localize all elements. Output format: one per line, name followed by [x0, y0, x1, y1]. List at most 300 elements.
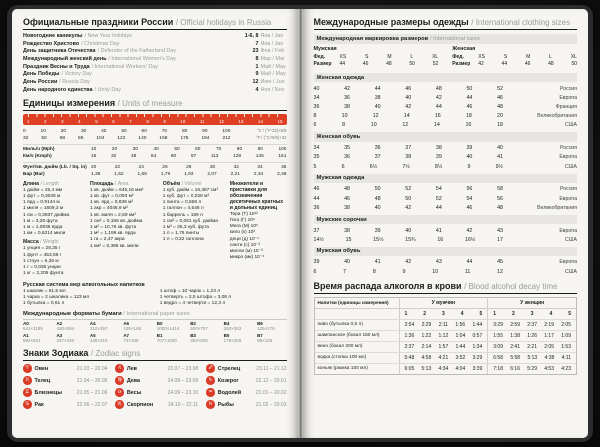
value-item: 12	[372, 113, 379, 120]
men-shoes-rows	[314, 259, 578, 274]
value-item: 1,65	[137, 171, 147, 177]
value-item: 1:34	[472, 343, 483, 350]
value-item: 3:29	[472, 354, 483, 361]
value-item: 12	[402, 122, 409, 129]
size-values	[314, 164, 520, 170]
value-item: 14	[403, 113, 410, 120]
holiday-name: День народного единства	[23, 86, 93, 93]
value-item: 1:38	[510, 332, 520, 339]
value-item: 2	[44, 118, 47, 124]
conversion-line: 1 л = 1,76 пинты	[162, 231, 200, 237]
prefix-line: кило (к) 10³	[229, 230, 255, 236]
marking-row-label: Фед.	[313, 53, 326, 60]
zodiac-sign-icon: ♒	[206, 388, 215, 397]
size-values	[314, 205, 520, 211]
marking-row-values	[340, 61, 439, 67]
value-item: 2:14	[421, 343, 432, 350]
value-item: 212	[222, 136, 231, 142]
value-item: 10	[370, 122, 377, 129]
value-item: 6:05	[404, 365, 415, 372]
volume-title-ru: Объём	[162, 180, 181, 187]
value-item: 42	[405, 104, 412, 111]
value-item: 6	[313, 122, 317, 129]
value-item: 43	[497, 227, 503, 234]
value-item: 50	[174, 147, 180, 153]
value-item: 2:37	[527, 321, 537, 328]
value-item: 48	[497, 104, 503, 111]
value-item: 39	[313, 259, 320, 266]
zodiac-sign-icon: ♌	[115, 364, 124, 373]
value-item: 3	[441, 310, 445, 317]
value-item: 20	[91, 165, 97, 170]
conversion-line: 1 кв. ярд = 0,836 м²	[90, 200, 133, 206]
value-item: 8	[146, 118, 149, 124]
value-item: M	[387, 53, 392, 60]
prefix-line: микро (мк) 10⁻⁶	[229, 255, 265, 261]
value-item: 50	[405, 195, 412, 202]
value-item: 46	[405, 85, 412, 92]
alcohol-women-values	[487, 364, 576, 374]
value-item: 44	[435, 204, 442, 211]
left-page	[12, 9, 298, 438]
size-country: Великобритания	[537, 204, 577, 211]
conversion-line: 1 фут = 0,3048 м	[23, 193, 61, 199]
zodiac-sign-icon: ♓	[206, 400, 215, 409]
alcohol-women-subcols	[487, 309, 576, 319]
holiday-day: 12	[252, 79, 259, 86]
area-heading	[90, 181, 155, 187]
paper-format-name: B5	[223, 333, 230, 339]
holiday-month: Янв / Jan	[260, 40, 284, 47]
value-item: 48	[548, 61, 554, 68]
alcohol-title-ru: Время распада алкоголя в крови	[313, 280, 462, 291]
value-item: 34	[313, 94, 320, 101]
women-clothing-title: Женская одежда	[316, 74, 365, 81]
marking-header-ru: Международная маркировка размеров	[316, 35, 429, 42]
zodiac-name: Стрелец	[217, 365, 241, 372]
holiday-month: Май / May	[260, 63, 286, 70]
holiday-name: Праздник Весны и Труда	[23, 63, 90, 70]
holiday-row	[23, 33, 287, 39]
holiday-name-en: / Christmas Day	[81, 40, 120, 47]
value-item: 11	[199, 118, 205, 124]
value-item: 122	[117, 136, 126, 142]
holiday-name-en: / New Year holidays	[84, 33, 132, 39]
holiday-name-en: / Unity Day	[94, 86, 121, 93]
men-shirts-title: Мужские сорочки	[316, 216, 367, 223]
alcohol-women-values	[487, 320, 576, 330]
value-item: 20	[497, 113, 503, 120]
zodiac-dates: 21.01 – 20.02	[255, 389, 287, 396]
value-item: 16½	[465, 236, 476, 243]
value-item: 6	[341, 163, 345, 170]
zodiac-name: Овен	[34, 365, 49, 372]
conversion-line: 1 баррель = 159 л	[162, 212, 203, 218]
value-item: 3	[61, 118, 64, 124]
value-item: 80	[236, 147, 243, 153]
zodiac-name: Рыбы	[217, 401, 234, 408]
paper-format-size: 1000×1414	[156, 326, 180, 332]
value-item: 14	[433, 122, 440, 129]
value-item: S	[365, 53, 369, 60]
size-country: Великобритания	[537, 113, 577, 120]
holiday-month: Фев / Feb	[260, 48, 285, 55]
zodiac-dates: 24.09 – 23.10	[167, 389, 199, 396]
mph-values	[91, 147, 287, 152]
women-shoes-rows	[314, 145, 578, 169]
value-item: 16	[465, 122, 472, 129]
value-item: 6	[313, 268, 317, 275]
value-item: 46	[497, 94, 503, 101]
women-shoes-band	[314, 132, 578, 142]
alcohol-title	[314, 281, 578, 294]
value-item: 5:13	[421, 365, 432, 372]
value-item: 7½	[402, 163, 410, 170]
zodiac-item	[115, 388, 198, 397]
paper-format-name: B1	[156, 333, 163, 339]
paper-format-name: A3	[56, 333, 63, 339]
value-item: 48	[386, 61, 392, 68]
value-item: XL	[570, 53, 577, 60]
value-item: 129	[233, 154, 242, 159]
paper-size-cell	[123, 321, 152, 331]
marking-row	[452, 61, 577, 67]
value-item: 2:21	[527, 343, 537, 350]
kmph-values	[91, 154, 287, 159]
value-item: 2:29	[421, 321, 432, 328]
value-item: 40	[313, 85, 320, 92]
zodiac-name: Водолей	[217, 389, 242, 396]
psi-values	[91, 165, 287, 170]
zodiac-dates: 23.07 – 23.08	[167, 365, 199, 372]
kmph-row	[23, 154, 287, 159]
value-item: 2,07	[207, 171, 217, 177]
value-item: 48	[344, 186, 350, 193]
zodiac-item	[206, 388, 286, 397]
size-values	[314, 259, 520, 265]
value-item: 20	[111, 147, 118, 153]
value-item: 36	[313, 104, 320, 111]
value-item: 3:39	[472, 365, 483, 372]
value-item: 40	[466, 154, 473, 161]
mph-label: Миль/ч (Mph)	[23, 147, 55, 153]
size-country: Европа	[559, 154, 577, 161]
volume-title-en: / Volume	[181, 180, 202, 187]
holiday-row	[23, 79, 287, 85]
paper-format-size: 297×420	[56, 338, 75, 344]
value-item: 1:53	[561, 343, 571, 350]
zodiac-name: Скорпион	[126, 401, 154, 408]
marking-header	[314, 34, 578, 44]
value-item: 8	[342, 122, 346, 129]
marking-men-group	[314, 46, 439, 69]
zodiac-dates: 24.10 – 22.11	[167, 401, 199, 408]
conversion-line: 1 см³ = 0,061 куб. дюйма	[162, 218, 218, 224]
value-item: 9	[163, 118, 166, 124]
value-item: 15	[277, 118, 283, 124]
value-item: 10	[180, 118, 186, 124]
holiday-month: Мар / Mar	[260, 56, 285, 63]
alcohol-men-values	[399, 353, 488, 363]
holiday-name-en: / Russia Day	[59, 79, 90, 86]
size-values	[314, 196, 520, 202]
marking-row-label: Фед.	[452, 53, 464, 60]
holiday-name: День Победы	[23, 71, 60, 78]
paper-format-name: A5	[89, 333, 96, 339]
paper-format-name: A4	[89, 321, 96, 327]
zodiac-name: Телец	[34, 377, 51, 384]
value-item: 52	[405, 186, 412, 193]
value-item: 60	[141, 128, 147, 134]
holiday-month: Июн / Jun	[260, 79, 285, 86]
celsius-formula: °C / (°F-32)×5/9	[256, 127, 287, 133]
size-country: США	[565, 268, 577, 275]
alcohol-subheader-row	[315, 308, 577, 319]
value-item: 36	[374, 145, 381, 152]
holiday-month: Янв / Jan	[260, 33, 284, 39]
zodiac-item	[206, 376, 286, 385]
area-column	[90, 179, 155, 278]
fahrenheit-values	[23, 136, 231, 141]
value-item: 30	[132, 147, 138, 153]
holiday-day: 8	[255, 56, 259, 63]
paper-format-size: 125×176	[257, 326, 275, 332]
value-item: 80	[181, 128, 188, 134]
size-row	[314, 186, 578, 192]
conversion-line: 1 унция = 28,35 г	[23, 246, 61, 252]
alcohol-drink-label: вино (бокал 200 мл)	[317, 343, 363, 349]
value-item: 50	[466, 85, 473, 92]
zodiac-dates: 21.03 – 20.04	[76, 365, 108, 372]
alcohol-row	[315, 352, 577, 363]
value-item: 5:58	[510, 354, 521, 361]
value-item: 194	[201, 136, 210, 142]
value-item: 46	[313, 186, 320, 193]
value-item: 38	[405, 154, 412, 161]
alcohol-women-values	[487, 342, 576, 352]
size-values	[314, 186, 520, 192]
holiday-row	[23, 56, 287, 62]
zodiac-dates: 23.11 – 21.12	[256, 365, 287, 372]
conversion-line: 1 га = 2,47 акра	[90, 237, 125, 243]
value-item: 6	[112, 118, 115, 124]
alcohol-men-header: У мужчин	[399, 298, 488, 308]
zodiac-sign-icon: ♉	[23, 376, 32, 385]
men-shoes-band	[314, 247, 578, 257]
value-item: 1:12	[438, 332, 449, 339]
value-item: 5:29	[527, 365, 537, 372]
marking-row-label: Размер	[313, 61, 332, 68]
holiday-name-en: / International Women's Day	[108, 56, 176, 63]
value-item: 35	[344, 145, 350, 152]
value-item: 30	[209, 165, 216, 170]
value-item: 100	[278, 147, 287, 153]
value-item: 41	[435, 227, 442, 234]
paper-format-size: 74×105	[123, 338, 139, 344]
bar-row	[23, 172, 287, 177]
units-title-ru: Единицы измерения	[23, 97, 116, 108]
size-values	[314, 228, 520, 234]
paper-title-en: / International paper sizes	[123, 311, 190, 318]
size-country: Россия	[559, 85, 577, 92]
alcohol-row	[315, 341, 577, 352]
value-item: 90	[257, 147, 263, 153]
value-item: 40	[344, 259, 350, 266]
size-values	[314, 154, 520, 160]
paper-size-cell	[157, 333, 186, 343]
value-item: 44	[435, 104, 442, 111]
value-item: 2,48	[277, 171, 287, 177]
holiday-row	[23, 41, 287, 47]
paper-format-size: 148×210	[89, 338, 108, 344]
value-item: 2,21	[230, 171, 240, 177]
value-item: 13	[238, 118, 244, 124]
value-item: 158	[159, 136, 168, 142]
value-item: 0	[23, 128, 26, 134]
russian-measure-line: 1 бутылка = 0,61 л	[23, 301, 65, 307]
value-item: 42	[405, 204, 412, 211]
value-item: 48	[130, 154, 137, 159]
alcohol-empty-cell	[315, 309, 399, 319]
zodiac-sign-icon: ♈	[23, 364, 32, 373]
russian-col2	[160, 289, 287, 308]
value-item: 32	[23, 136, 29, 142]
value-item: 4:11	[561, 354, 571, 361]
volume-lines	[163, 188, 222, 244]
conversion-line: 1 стоун = 6,35 кг	[23, 258, 60, 264]
zodiac-item	[23, 364, 107, 373]
area-title-ru: Площадь	[90, 180, 114, 187]
russian-measures-title: Русская система мер алкогольных напитков	[23, 281, 145, 288]
clothing-title-ru: Международные размеры одежды	[313, 17, 469, 27]
value-item: 58	[497, 186, 503, 193]
prefixes-heading: Множители и приставки для обозначения десятичных кратных и дольных единиц	[229, 180, 284, 211]
conversion-line: 1 кг = 2,205 фунта	[23, 271, 64, 277]
holiday-row	[23, 64, 287, 70]
value-item: 16	[91, 154, 97, 159]
value-item: XS	[339, 53, 347, 60]
paper-size-cell	[23, 321, 52, 331]
value-item: 4:38	[544, 354, 555, 361]
paper-size-cell	[90, 333, 119, 343]
paper-size-cell	[90, 321, 119, 331]
size-country: Европа	[559, 259, 577, 266]
paper-size-cell	[224, 333, 253, 343]
value-item: 16	[437, 236, 444, 243]
divider	[23, 162, 287, 163]
value-item: 1:44	[472, 321, 483, 328]
paper-format-name: B4	[223, 321, 230, 327]
value-item: 70	[161, 128, 168, 134]
zodiac-dates: 21.04 – 20.05	[76, 377, 108, 384]
value-item: 50	[121, 128, 127, 134]
value-item: 41	[497, 154, 503, 161]
women-clothing-rows	[314, 86, 578, 129]
marking-men-rows	[314, 54, 439, 68]
marking-row-values	[478, 61, 577, 67]
size-row	[314, 86, 578, 92]
volume-column	[163, 179, 222, 278]
planner-cover	[7, 5, 593, 442]
value-item: 56	[466, 186, 473, 193]
value-item: 46	[344, 195, 350, 202]
paper-format-size: 420×594	[56, 326, 75, 332]
size-values	[314, 113, 520, 119]
value-item: 16	[434, 113, 441, 120]
value-item: 9	[467, 163, 471, 170]
marking-row	[452, 54, 577, 60]
size-row	[314, 104, 578, 110]
size-row	[314, 95, 578, 101]
value-item: 32	[233, 165, 239, 170]
marking-row-values	[478, 54, 577, 60]
value-item: 42	[478, 61, 484, 68]
value-item: 46	[466, 204, 473, 211]
value-item: 140	[138, 136, 147, 142]
value-item: 42	[466, 227, 473, 234]
zodiac-dates: 22.06 – 22.07	[76, 401, 108, 408]
paper-format-name: B3	[190, 333, 196, 339]
alcohol-drink-label: коньяк (рюмка 100 мл)	[317, 365, 368, 371]
paper-format-size: 88×125	[257, 338, 273, 344]
marking-row	[314, 61, 439, 67]
marking-women-rows	[452, 54, 577, 68]
value-item: 3:52	[455, 354, 466, 361]
psi-label: Фунт/кв. дюйм (Lb. / Sq. in)	[23, 165, 87, 170]
value-item: 5	[568, 310, 571, 317]
zodiac-dates: 22.12 – 20.01	[255, 377, 287, 384]
size-row	[314, 122, 578, 128]
value-item: 2:05	[561, 321, 571, 328]
value-item: 1:26	[527, 332, 537, 339]
size-country: Европа	[559, 94, 577, 101]
value-item: 42	[405, 259, 412, 266]
value-item: 9	[402, 268, 406, 275]
holiday-day: 1	[255, 63, 259, 70]
value-item: 2,34	[253, 171, 264, 177]
zodiac-dates: 21.02 – 20.03	[255, 401, 287, 408]
value-item: 70	[215, 147, 222, 153]
size-values	[314, 237, 520, 243]
marking-header-en: / International sizes	[429, 35, 480, 42]
value-item: 36	[344, 94, 350, 101]
value-item: 52	[432, 61, 439, 68]
paper-format-size: 105×148	[123, 326, 141, 332]
paper-format-name: B0	[156, 321, 163, 327]
alcohol-title-en: / Blood alcohol decay time	[464, 281, 558, 291]
value-item: 1:22	[421, 332, 432, 339]
weight-lines	[23, 246, 82, 277]
paper-format-name: A7	[123, 333, 130, 339]
fahrenheit-formula: °F / (°C×9/5)+32	[255, 135, 287, 141]
size-values	[314, 122, 520, 128]
value-item: 3:09	[493, 343, 503, 350]
value-item: 10	[341, 113, 348, 120]
value-item: 176	[180, 136, 189, 142]
zodiac-item	[206, 400, 286, 409]
value-item: 7	[343, 268, 347, 275]
fahrenheit-row	[23, 135, 287, 141]
alcohol-row	[315, 363, 577, 374]
value-item: 86	[78, 136, 84, 142]
weight-title-ru: Масса	[23, 239, 39, 246]
value-item: 1,52	[114, 171, 124, 177]
marking-row-label: Размер	[452, 61, 471, 68]
units-title	[23, 98, 287, 111]
marking-row	[314, 54, 439, 60]
alcohol-drink-label: водка (стопка 100 мл)	[317, 354, 367, 360]
size-country: Россия	[559, 145, 577, 152]
